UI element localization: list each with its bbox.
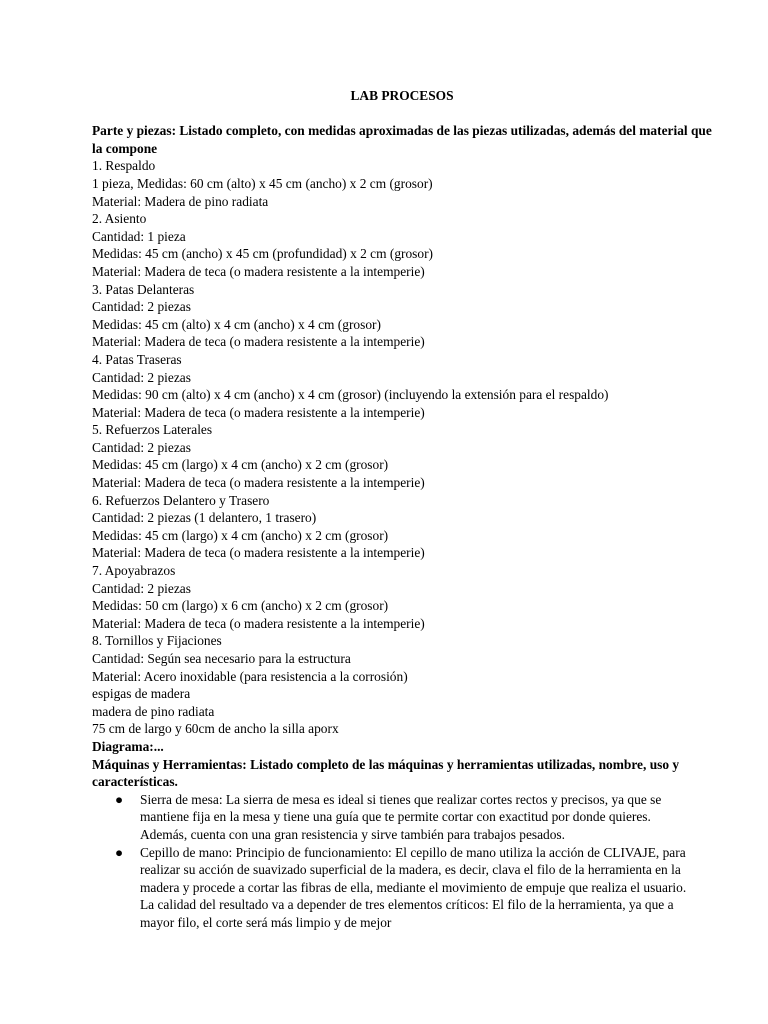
parts-line: Material: Madera de teca (o madera resistente a la intemperie) bbox=[92, 475, 425, 491]
parts-line: 8. Tornillos y Fijaciones bbox=[92, 633, 222, 649]
document-title: LAB PROCESOS bbox=[350, 88, 454, 103]
parts-line: Material: Acero inoxidable (para resistencia a la corrosión) bbox=[92, 668, 408, 684]
parts-line: 6. Refuerzos Delantero y Trasero bbox=[92, 492, 270, 508]
parts-line: 4. Patas Traseras bbox=[92, 351, 182, 367]
parts-line: 1 pieza, Medidas: 60 cm (alto) x 45 cm (ancho) x 2 cm (grosor) bbox=[92, 175, 433, 191]
tools-list bbox=[92, 791, 712, 932]
tool-description: Cepillo de mano: Principio de funcionamiento: El cepillo de mano utiliza la acción de CLIVAJE, para realizar su acción de suavizado superficial de la madera, es decir, clava el filo de la herramienta en la madera y procede a cortar las fibras de ella, mediante el movimiento de empuje que realiza el usuario. La calidad del resultado va a depender de tres elementos críticos: El filo de la herramienta, ya que a mayor filo, el corte será más limpio y de mejor bbox=[140, 844, 687, 930]
parts-line: Medidas: 50 cm (largo) x 6 cm (ancho) x 2 cm (grosor) bbox=[92, 598, 389, 614]
parts-line: Material: Madera de teca (o madera resistente a la intemperie) bbox=[92, 615, 425, 631]
parts-line: Material: Madera de teca (o madera resistente a la intemperie) bbox=[92, 263, 425, 279]
parts-line: 3. Patas Delanteras bbox=[92, 281, 195, 297]
parts-line: Cantidad: 2 piezas bbox=[92, 439, 191, 455]
blank-line bbox=[92, 105, 712, 123]
parts-line: madera de pino radiata bbox=[92, 703, 215, 719]
parts-line: 2. Asiento bbox=[92, 211, 147, 227]
parts-line: Material: Madera de teca (o madera resistente a la intemperie) bbox=[92, 404, 425, 420]
parts-line: Cantidad: Según sea necesario para la estructura bbox=[92, 651, 351, 666]
bullet-icon: ● bbox=[115, 791, 124, 807]
parts-line: Medidas: 45 cm (alto) x 4 cm (ancho) x 4 cm (grosor) bbox=[92, 316, 381, 332]
parts-line: Medidas: 90 cm (alto) x 4 cm (ancho) x 4 cm (grosor) (incluyendo la extensión para el respaldo) bbox=[92, 387, 609, 403]
parts-line: Cantidad: 2 piezas bbox=[92, 580, 191, 596]
parts-heading: Parte y piezas: Listado completo, con medidas aproximadas de las piezas utilizadas, además del material que la compone bbox=[92, 123, 712, 156]
tool-list-item bbox=[92, 844, 712, 932]
parts-line: 1. Respaldo bbox=[92, 158, 156, 174]
parts-line: 7. Apoyabrazos bbox=[92, 563, 176, 579]
parts-line: Material: Madera de teca (o madera resistente a la intemperie) bbox=[92, 545, 425, 561]
document-body bbox=[92, 87, 712, 932]
parts-line: Cantidad: 2 piezas (1 delantero, 1 trasero) bbox=[92, 510, 317, 526]
tool-description: Sierra de mesa: La sierra de mesa es ideal si tienes que realizar cortes rectos y precisos, ya que se mantiene fija en la mesa y tiene una guía que te permite cortar con exactitud por donde quieres. Además, cuenta con una gran resistencia y sirve también para trabajos pesados. bbox=[140, 791, 662, 842]
parts-line: Material: Madera de pino radiata bbox=[92, 193, 269, 209]
parts-line: Cantidad: 2 piezas bbox=[92, 369, 191, 385]
parts-line: Medidas: 45 cm (largo) x 4 cm (ancho) x 2 cm (grosor) bbox=[92, 457, 389, 473]
parts-line: Cantidad: 1 pieza bbox=[92, 228, 186, 244]
tool-list-item bbox=[92, 791, 712, 844]
parts-line: espigas de madera bbox=[92, 686, 191, 702]
parts-line: 75 cm de largo y 60cm de ancho la silla aporx bbox=[92, 721, 339, 737]
parts-line: Medidas: 45 cm (largo) x 4 cm (ancho) x 2 cm (grosor) bbox=[92, 527, 389, 543]
diagram-heading: Diagrama:... bbox=[92, 738, 164, 754]
parts-line: Material: Madera de teca (o madera resistente a la intemperie) bbox=[92, 334, 425, 350]
parts-list bbox=[92, 157, 712, 738]
parts-line: Cantidad: 2 piezas bbox=[92, 299, 191, 315]
parts-line: 5. Refuerzos Laterales bbox=[92, 422, 213, 438]
tools-heading: Máquinas y Herramientas: Listado completo de las máquinas y herramientas utilizadas, nombre, uso y características. bbox=[92, 756, 680, 790]
parts-line: Medidas: 45 cm (ancho) x 45 cm (profundidad) x 2 cm (grosor) bbox=[92, 246, 433, 262]
bullet-icon: ● bbox=[115, 844, 124, 860]
